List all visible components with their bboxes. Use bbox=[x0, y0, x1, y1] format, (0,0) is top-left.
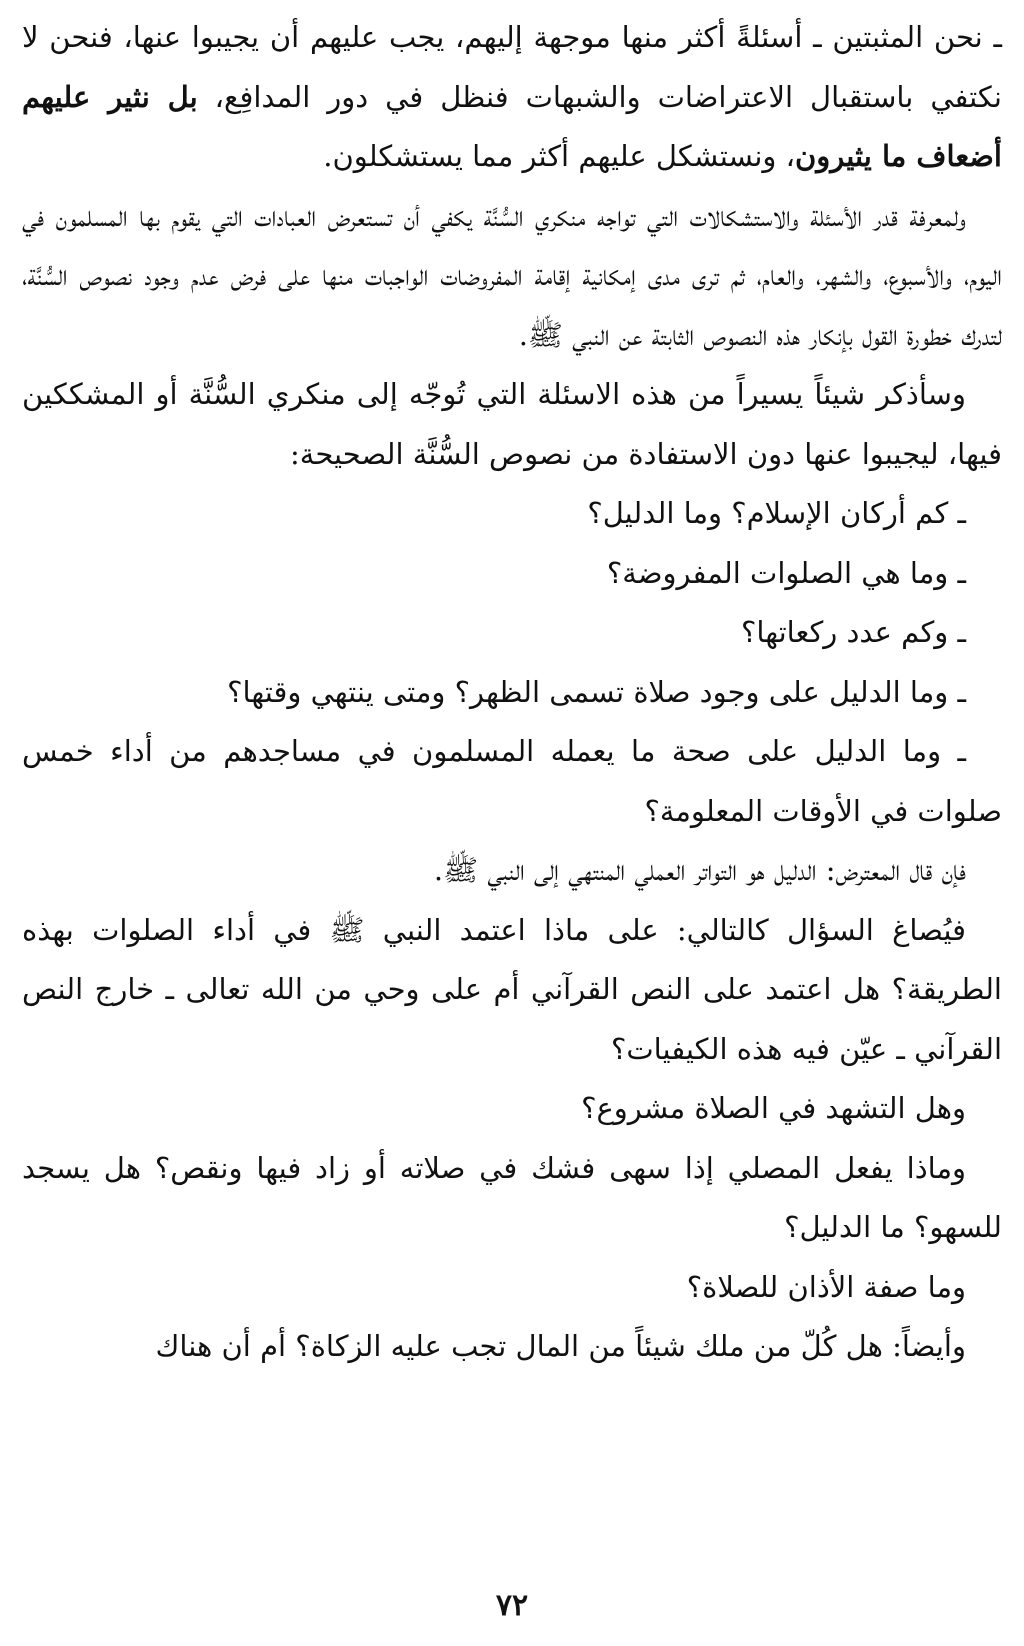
question-dhuhr: ـ وما الدليل على وجود صلاة تسمى الظهر؟ ومتى ينتهي وقتها؟ bbox=[227, 674, 966, 709]
question-prayers: ـ وما هي الصلوات المفروضة؟ bbox=[606, 555, 966, 590]
paragraph-intro-bold-text: بل نثير عليهم أضعاف ما يثيرون bbox=[22, 79, 1002, 173]
question-zakat: وأيضاً: هل كُلّ من ملك شيئاً من المال تجب عليه الزكاة؟ أم أن هناك bbox=[155, 1329, 966, 1363]
question-pillars: ـ كم أركان الإسلام؟ وما الدليل؟ bbox=[587, 496, 966, 530]
paragraph-questions-intro: وسأذكر شيئاً يسيراً من هذه الاسئلة التي تُوجّه إلى منكري السُّنَّة أو المشككين فيها، ليجيبوا عنها دون الاستفادة من نصوص السُّنَّة الصحيحة: bbox=[22, 377, 1002, 471]
question-sahw: وماذا يفعل المصلي إذا سهى فشك في صلاته أو زاد فيها ونقص؟ هل يسجد للسهو؟ ما الدليل؟ bbox=[22, 1150, 1002, 1244]
question-rakats: ـ وكم عدد ركعاتها؟ bbox=[740, 615, 966, 649]
page-body bbox=[22, 8, 1002, 1377]
paragraph-intro-text-b: ، ونستشكل عليهم أكثر مما يستشكلون. bbox=[323, 139, 795, 173]
paragraph-objector: فإن قال المعترض: الدليل هو التواتر العملي المنتهي إلى النبي ﷺ. bbox=[433, 853, 966, 887]
question-adhan: وما صفة الأذان للصلاة؟ bbox=[686, 1269, 966, 1304]
paragraph-questions-measure: ولمعرفة قدر الأسئلة والاستشكالات التي تواجه منكري السُّنَّة يكفي أن تستعرض العبادات التي يقوم بها المسلمون في اليوم، والأسبوع، والشهر، والعام، ثم ترى مدى إمكانية إقامة المفروضات الواجبات منها على فرض عدم وجود نصوص السُّنَّة، لتدرك خطورة القول بإنكار هذه النصوص الثابتة عن النبي ﷺ. bbox=[22, 198, 1002, 352]
paragraph-rephrase: فيُصاغ السؤال كالتالي: على ماذا اعتمد النبي ﷺ في أداء الصلوات بهذه الطريقة؟ هل اعتمد على النص القرآني أم على وحي من الله تعالى ـ خارج النص القرآني ـ عيّن فيه هذه الكيفيات؟ bbox=[22, 912, 1002, 1066]
question-tashahhud: وهل التشهد في الصلاة مشروع؟ bbox=[581, 1091, 966, 1125]
question-five-prayers: ـ وما الدليل على صحة ما يعمله المسلمون في مساجدهم من أداء خمس صلوات في الأوقات المعلومة؟ bbox=[22, 734, 1002, 828]
page-number: ٧٢ bbox=[495, 1588, 529, 1623]
paragraph-intro bbox=[22, 8, 1002, 187]
paragraph-intro-text-a: ـ نحن المثبتين ـ أسئلةً أكثر منها موجهة إليهم، يجب عليهم أن يجيبوا عنها، فنحن لا نكتفي باستقبال الاعتراضات والشبهات فنظل في دور المدافِع، bbox=[22, 20, 1003, 114]
